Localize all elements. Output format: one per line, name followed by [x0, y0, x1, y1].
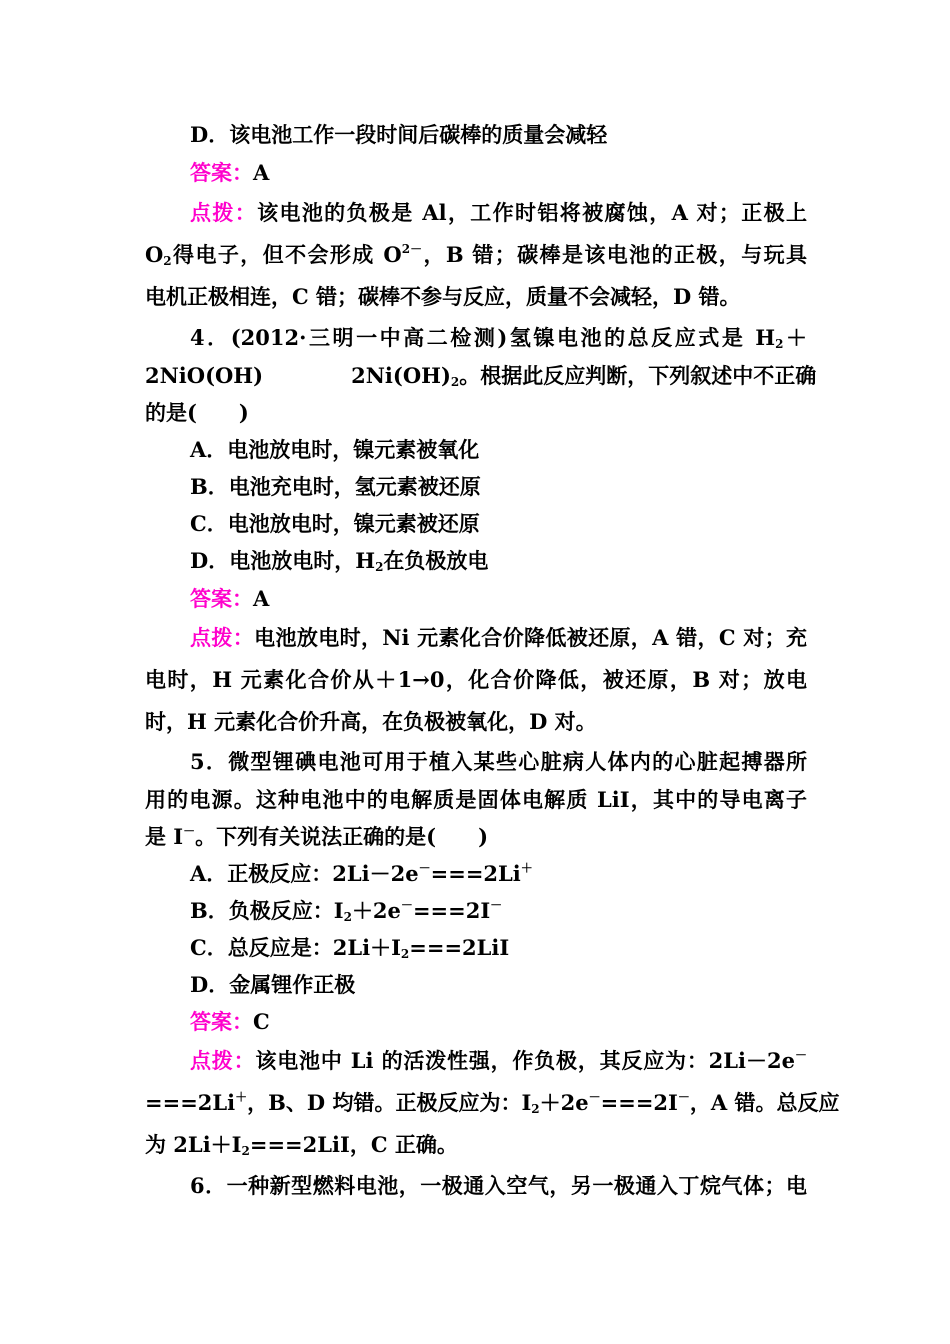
explanation-label: 点拨： [190, 625, 255, 650]
q3-option-d: D．该电池工作一段时间后碳棒的质量会减轻 [190, 122, 608, 147]
q5-option-b: B．负极反应：$I_2+2e^-===2I^-$ [190, 898, 503, 924]
q5-option-a: A．正极反应：2Li－2e－===2Li＋ [190, 861, 533, 886]
q3-explanation-line3: 电机正极相连，C 错；碳棒不参与反应，质量不会减轻，D 错。 [145, 284, 741, 309]
q5-stem-line2: 用的电源。这种电池中的电解质是固体电解质 LiI，其中的导电离子 [145, 787, 807, 812]
q4-stem-line2: 2NiO(OH) $2Ni(OH)_2$。根据此反应判断，下列叙述中不正确 [145, 363, 817, 389]
q4-stem-line3: 的是( ) [145, 400, 249, 425]
q5-explanation-line3: 为 $2Li+I_2===2LiI$，C 正确。 [145, 1132, 458, 1158]
q4-explanation-line1: 点拨：电池放电时，Ni 元素化合价降低被还原，A 错，C 对；充 [190, 625, 807, 650]
q4-option-d: D．电池放电时，$H_2$在负极放电 [190, 548, 489, 574]
q4-explanation-line2: 电时，H 元素化合价从＋1→0，化合价降低，被还原，B 对；放电 [145, 667, 807, 692]
q5-explanation-line1: 点拨：该电池中 Li 的活泼性强，作负极，其反应为：2Li－2e－ [190, 1048, 807, 1073]
q3-explanation-line1: 点拨：该电池的负极是 Al，工作时铝将被腐蚀，A 对；正极上 [190, 200, 808, 225]
q6-stem-line1: 6．一种新型燃料电池，一极通入空气，另一极通入丁烷气体；电 [190, 1173, 807, 1198]
q4-option-a: A．电池放电时，镍元素被氧化 [190, 437, 480, 462]
explanation-label: 点拨： [190, 200, 258, 225]
q5-option-c: C．总反应是：$2Li+I_2===2LiI$ [190, 935, 510, 961]
q4-option-b: B．电池充电时，氢元素被还原 [190, 474, 481, 499]
q4-explanation-line3: 时，H 元素化合价升高，在负极被氧化，D 对。 [145, 709, 597, 734]
answer-label: 答案： [190, 160, 253, 185]
q5-explanation-line2: ===2Li＋，B、D 均错。正极反应为：$I_2+2e^-===2I^-$，A 错。总反应 [145, 1090, 840, 1116]
q3-explanation-line2: $O_2$得电子，但不会形成 $O^{2-}$，B 错；碳棒是该电池的正极，与玩具 [145, 242, 808, 268]
q4-answer: 答案：A [190, 586, 270, 611]
q5-option-d: D．金属锂作正极 [190, 972, 356, 997]
q5-stem-line3: 是 I－。下列有关说法正确的是( ) [145, 824, 489, 849]
answer-label: 答案： [190, 586, 253, 611]
q3-answer: 答案：A [190, 160, 270, 185]
explanation-label: 点拨： [190, 1048, 256, 1073]
answer-label: 答案： [190, 1009, 253, 1034]
q4-option-c: C．电池放电时，镍元素被还原 [190, 511, 480, 536]
q5-stem-line1: 5．微型锂碘电池可用于植入某些心脏病人体内的心脏起搏器所 [190, 749, 807, 774]
q4-stem-line1: 4．(2012·三明一中高二检测)氢镍电池的总反应式是 $H_2+$ [190, 325, 807, 351]
q5-answer: 答案：C [190, 1009, 270, 1034]
